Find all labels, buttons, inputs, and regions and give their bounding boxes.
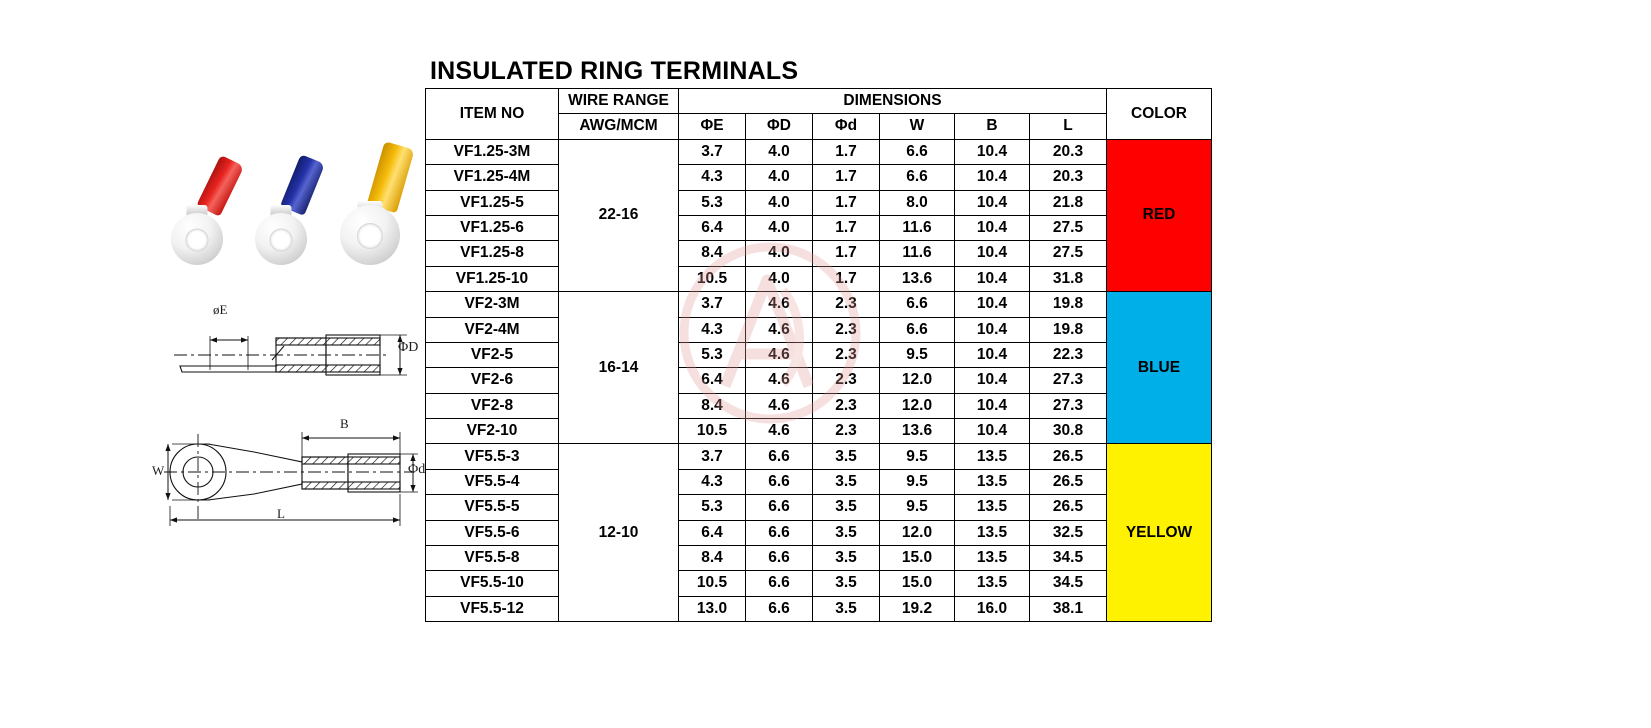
cell-dim-phiD: 4.6 — [746, 419, 813, 444]
side-view-svg — [168, 296, 420, 388]
cell-dim-L: 19.8 — [1030, 292, 1107, 317]
header-item-no: ITEM NO — [426, 89, 559, 140]
cell-dim-B: 10.4 — [955, 215, 1030, 240]
plan-view-label-L: L — [277, 506, 285, 521]
cell-dim-phid: 2.3 — [813, 292, 880, 317]
cell-dim-phid: 1.7 — [813, 139, 880, 164]
cell-dim-phid: 1.7 — [813, 215, 880, 240]
cell-dim-L: 26.5 — [1030, 495, 1107, 520]
cell-dim-phiD: 4.6 — [746, 317, 813, 342]
side-view-drawing — [168, 296, 420, 388]
cell-dim-W: 9.5 — [880, 444, 955, 469]
table-row — [426, 393, 1212, 418]
cell-dim-B: 10.4 — [955, 368, 1030, 393]
header-color: COLOR — [1107, 89, 1212, 140]
cell-item-no: VF2-5 — [426, 342, 559, 367]
table-row — [426, 215, 1212, 240]
cell-dim-B: 10.4 — [955, 241, 1030, 266]
cell-dim-phid: 3.5 — [813, 495, 880, 520]
cell-dim-phiE: 5.3 — [679, 190, 746, 215]
yellow-ring-tongue — [340, 205, 400, 265]
cell-dim-phiD: 4.6 — [746, 292, 813, 317]
cell-dim-phiE: 10.5 — [679, 571, 746, 596]
header-dim-B: B — [955, 114, 1030, 139]
cell-dim-phid: 1.7 — [813, 266, 880, 291]
table-row — [426, 165, 1212, 190]
table-row — [426, 139, 1212, 164]
cell-item-no: VF2-8 — [426, 393, 559, 418]
cell-dim-W: 11.6 — [880, 215, 955, 240]
cell-dim-phiE: 3.7 — [679, 292, 746, 317]
cell-item-no: VF5.5-6 — [426, 520, 559, 545]
cell-item-no: VF2-10 — [426, 419, 559, 444]
table-row — [426, 444, 1212, 469]
cell-dim-phid: 3.5 — [813, 444, 880, 469]
cell-dim-phiD: 4.6 — [746, 393, 813, 418]
header-dim-W: W — [880, 114, 955, 139]
plan-view-drawing — [150, 414, 425, 532]
cell-dim-B: 13.5 — [955, 571, 1030, 596]
cell-dim-phid: 3.5 — [813, 469, 880, 494]
cell-item-no: VF1.25-3M — [426, 139, 559, 164]
cell-dim-B: 10.4 — [955, 419, 1030, 444]
table-row — [426, 469, 1212, 494]
cell-dim-phid: 2.3 — [813, 419, 880, 444]
cell-dim-phiE: 5.3 — [679, 342, 746, 367]
cell-color-red: RED — [1107, 139, 1212, 291]
cell-dim-phiD: 4.0 — [746, 190, 813, 215]
cell-item-no: VF5.5-8 — [426, 546, 559, 571]
cell-item-no: VF2-4M — [426, 317, 559, 342]
cell-dim-W: 13.6 — [880, 419, 955, 444]
cell-dim-W: 8.0 — [880, 190, 955, 215]
cell-dim-W: 6.6 — [880, 317, 955, 342]
table-row — [426, 495, 1212, 520]
cell-dim-W: 15.0 — [880, 571, 955, 596]
cell-dim-phiD: 6.6 — [746, 520, 813, 545]
table-header — [426, 89, 1212, 140]
cell-item-no: VF5.5-3 — [426, 444, 559, 469]
plan-view-label-phid: Φd — [408, 462, 426, 477]
cell-dim-B: 10.4 — [955, 139, 1030, 164]
cell-item-no: VF2-6 — [426, 368, 559, 393]
cell-dim-L: 26.5 — [1030, 444, 1107, 469]
header-wire-range: WIRE RANGE — [559, 89, 679, 114]
cell-dim-B: 13.5 — [955, 495, 1030, 520]
cell-dim-phiE: 4.3 — [679, 469, 746, 494]
cell-color-blue: BLUE — [1107, 292, 1212, 444]
cell-dim-L: 22.3 — [1030, 342, 1107, 367]
cell-dim-B: 16.0 — [955, 596, 1030, 621]
side-view-label-phiD: ΦD — [398, 340, 419, 355]
cell-dim-phiD: 4.0 — [746, 215, 813, 240]
table-row — [426, 571, 1212, 596]
cell-dim-W: 11.6 — [880, 241, 955, 266]
cell-item-no: VF5.5-10 — [426, 571, 559, 596]
cell-dim-L: 26.5 — [1030, 469, 1107, 494]
header-dimensions: DIMENSIONS — [679, 89, 1107, 114]
table-row — [426, 317, 1212, 342]
cell-dim-phiE: 6.4 — [679, 368, 746, 393]
header-dim-L: L — [1030, 114, 1107, 139]
table-row — [426, 241, 1212, 266]
cell-dim-B: 10.4 — [955, 317, 1030, 342]
page-title: INSULATED RING TERMINALS — [430, 57, 799, 85]
table-row — [426, 419, 1212, 444]
cell-dim-L: 34.5 — [1030, 571, 1107, 596]
cell-dim-B: 10.4 — [955, 393, 1030, 418]
table-row — [426, 292, 1212, 317]
cell-dim-W: 19.2 — [880, 596, 955, 621]
header-row-top — [426, 89, 1212, 114]
cell-dim-W: 12.0 — [880, 520, 955, 545]
cell-dim-L: 27.5 — [1030, 215, 1107, 240]
cell-dim-phiE: 8.4 — [679, 546, 746, 571]
cell-dim-phiD: 6.6 — [746, 469, 813, 494]
cell-item-no: VF5.5-4 — [426, 469, 559, 494]
header-dim-phiE: ΦE — [679, 114, 746, 139]
cell-dim-phiE: 4.3 — [679, 317, 746, 342]
cell-dim-phiD: 4.0 — [746, 266, 813, 291]
cell-dim-phid: 2.3 — [813, 368, 880, 393]
cell-dim-L: 30.8 — [1030, 419, 1107, 444]
cell-dim-W: 9.5 — [880, 342, 955, 367]
cell-dim-W: 6.6 — [880, 139, 955, 164]
table-row — [426, 368, 1212, 393]
cell-dim-W: 12.0 — [880, 368, 955, 393]
cell-dim-B: 10.4 — [955, 342, 1030, 367]
red-ring-tongue — [171, 213, 223, 265]
cell-dim-B: 13.5 — [955, 444, 1030, 469]
cell-item-no: VF2-3M — [426, 292, 559, 317]
cell-wire-range: 12-10 — [559, 444, 679, 622]
cell-dim-phiE: 8.4 — [679, 241, 746, 266]
cell-dim-phiD: 4.0 — [746, 165, 813, 190]
cell-item-no: VF1.25-10 — [426, 266, 559, 291]
cell-wire-range: 22-16 — [559, 139, 679, 291]
cell-dim-phiD: 4.0 — [746, 241, 813, 266]
cell-dim-phiE: 4.3 — [679, 165, 746, 190]
blue-ring-tongue — [255, 213, 307, 265]
table-row — [426, 546, 1212, 571]
plan-view-label-B: B — [340, 416, 349, 431]
cell-dim-L: 32.5 — [1030, 520, 1107, 545]
blue-ring-terminal — [239, 155, 323, 265]
cell-dim-phid: 3.5 — [813, 571, 880, 596]
table-body — [426, 139, 1212, 621]
cell-dim-B: 10.4 — [955, 292, 1030, 317]
cell-dim-B: 10.4 — [955, 266, 1030, 291]
plan-view-label-W: W — [152, 463, 165, 478]
cell-dim-L: 31.8 — [1030, 266, 1107, 291]
side-view-label-phiE: øE — [213, 302, 228, 317]
cell-dim-B: 13.5 — [955, 546, 1030, 571]
cell-dim-L: 27.3 — [1030, 393, 1107, 418]
cell-dim-phiE: 8.4 — [679, 393, 746, 418]
cell-item-no: VF1.25-5 — [426, 190, 559, 215]
cell-dim-L: 34.5 — [1030, 546, 1107, 571]
cell-dim-phiE: 6.4 — [679, 520, 746, 545]
cell-dim-phiE: 10.5 — [679, 419, 746, 444]
cell-dim-W: 15.0 — [880, 546, 955, 571]
cell-dim-phiD: 6.6 — [746, 571, 813, 596]
cell-dim-phiE: 3.7 — [679, 444, 746, 469]
table-row — [426, 190, 1212, 215]
header-awg-mcm: AWG/MCM — [559, 114, 679, 139]
cell-dim-phiE: 3.7 — [679, 139, 746, 164]
illustration-panel — [0, 0, 425, 728]
cell-wire-range: 16-14 — [559, 292, 679, 444]
cell-dim-B: 13.5 — [955, 520, 1030, 545]
yellow-ring-terminal — [325, 143, 415, 265]
table-row — [426, 266, 1212, 291]
cell-dim-W: 9.5 — [880, 495, 955, 520]
cell-dim-phid: 1.7 — [813, 190, 880, 215]
cell-dim-phiE: 6.4 — [679, 215, 746, 240]
cell-dim-phiE: 10.5 — [679, 266, 746, 291]
cell-dim-W: 13.6 — [880, 266, 955, 291]
cell-dim-B: 10.4 — [955, 190, 1030, 215]
cell-dim-phiE: 5.3 — [679, 495, 746, 520]
cell-dim-L: 20.3 — [1030, 165, 1107, 190]
cell-dim-W: 6.6 — [880, 292, 955, 317]
header-dim-phiD: ΦD — [746, 114, 813, 139]
cell-item-no: VF5.5-5 — [426, 495, 559, 520]
cell-dim-phiD: 4.6 — [746, 368, 813, 393]
product-photo-group — [155, 130, 405, 265]
cell-dim-phiD: 4.6 — [746, 342, 813, 367]
cell-dim-phiD: 6.6 — [746, 546, 813, 571]
cell-dim-phiD: 6.6 — [746, 596, 813, 621]
cell-dim-phid: 3.5 — [813, 546, 880, 571]
specification-table — [425, 88, 1212, 622]
cell-dim-phiD: 6.6 — [746, 495, 813, 520]
cell-dim-phid: 2.3 — [813, 317, 880, 342]
cell-dim-W: 9.5 — [880, 469, 955, 494]
cell-dim-phid: 1.7 — [813, 165, 880, 190]
cell-dim-L: 27.3 — [1030, 368, 1107, 393]
cell-dim-W: 6.6 — [880, 165, 955, 190]
cell-item-no: VF5.5-12 — [426, 596, 559, 621]
cell-dim-B: 13.5 — [955, 469, 1030, 494]
cell-dim-W: 12.0 — [880, 393, 955, 418]
red-ring-terminal — [155, 155, 239, 265]
cell-dim-phiD: 6.6 — [746, 444, 813, 469]
plan-view-svg — [150, 414, 425, 532]
cell-dim-L: 21.8 — [1030, 190, 1107, 215]
cell-dim-phid: 2.3 — [813, 393, 880, 418]
cell-dim-phid: 1.7 — [813, 241, 880, 266]
cell-dim-L: 38.1 — [1030, 596, 1107, 621]
cell-item-no: VF1.25-4M — [426, 165, 559, 190]
header-dim-phid: Φd — [813, 114, 880, 139]
cell-dim-L: 19.8 — [1030, 317, 1107, 342]
cell-dim-phiD: 4.0 — [746, 139, 813, 164]
cell-dim-B: 10.4 — [955, 165, 1030, 190]
cell-item-no: VF1.25-8 — [426, 241, 559, 266]
cell-item-no: VF1.25-6 — [426, 215, 559, 240]
table-row — [426, 596, 1212, 621]
cell-dim-phiE: 13.0 — [679, 596, 746, 621]
cell-dim-L: 20.3 — [1030, 139, 1107, 164]
table-row — [426, 342, 1212, 367]
cell-color-yellow: YELLOW — [1107, 444, 1212, 622]
cell-dim-phid: 2.3 — [813, 342, 880, 367]
cell-dim-phid: 3.5 — [813, 596, 880, 621]
cell-dim-L: 27.5 — [1030, 241, 1107, 266]
table-row — [426, 520, 1212, 545]
cell-dim-phid: 3.5 — [813, 520, 880, 545]
